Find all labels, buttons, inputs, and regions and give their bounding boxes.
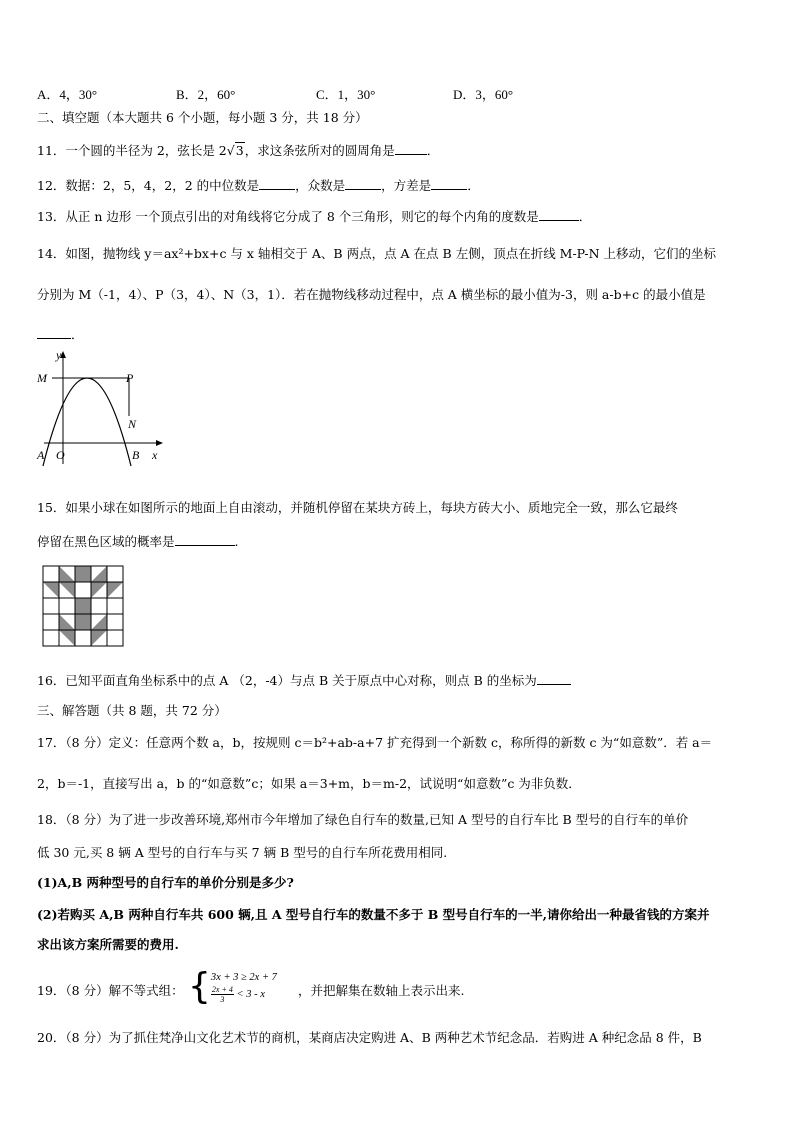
question-18-line-2: 低 30 元,买 8 辆 A 型号的自行车与买 7 辆 B 型号的自行车所花费用相同. [37,845,448,860]
q14-end: ． [71,327,84,342]
shaded-triangle [91,630,107,646]
shaded-triangle [43,582,59,598]
option-b: B．2，60° [176,87,236,102]
q12-text-c: ，方差是 [381,178,432,193]
label-x: x [152,448,158,462]
shaded-triangle [59,630,75,646]
answer-blank [259,177,295,190]
q11-text-after: ，求这条弦所对的圆周角是 [244,143,395,158]
shaded-triangle [91,614,107,630]
answer-blank [539,208,579,221]
shaded-square [75,598,91,614]
q11-radicand: 3 [235,143,244,158]
answer-blank [395,142,427,155]
polyline-mpn [52,378,129,416]
q13-end: ． [578,209,592,224]
inequality-2 [211,985,277,1004]
question-16 [37,672,571,689]
q15-text: 停留在黑色区域的概率是 [37,534,175,549]
left-brace-icon: { [188,966,211,1007]
option-d: D．3，60° [453,87,514,102]
section-heading-solutions: 三、解答题（共 8 题，共 72 分） [37,703,227,718]
option-a: A．4，30° [37,87,98,102]
q19-text-before: 19．（8 分）解不等式组： [37,983,184,998]
shaded-triangle [107,582,123,598]
label-b: B [132,448,140,462]
fraction-numerator: 2x + 4 [211,985,233,994]
inequality-2-rest: < 3 - x [236,988,265,1000]
option-c: C．1，30° [316,87,376,102]
label-y: y [56,348,62,362]
q16-text: 16．已知平面直角坐标系中的点 A （2，-4）与点 B 关于原点中心对称，则点 B 的坐标为 [37,673,537,688]
question-14-line-2: 分别为 M（-1，4）、P（3，4）、N（3，1）．若在抛物线移动过程中，点 A 横坐标的最小值为-3，则 a-b+c 的最小值是 [37,287,706,302]
label-p: P [126,371,134,385]
question-17-line-2: 2，b＝-1，直接写出 a，b 的“如意数”c；如果 a＝3+m，b＝m-2，试说明“如意数”c 为非负数． [37,776,581,791]
section-heading-fill-in: 二、填空题（本大题共 6 个小题，每小题 3 分，共 18 分） [37,110,368,125]
inequality-1: 3x + 3 ≥ 2x + 7 [210,972,277,983]
answer-blank [345,177,381,190]
label-n: N [128,417,137,431]
question-12 [37,177,480,194]
shaded-triangle [59,582,75,598]
label-m: M [37,371,47,385]
inequality-system [188,966,277,1008]
question-15-line-1: 15．如果小球在如图所示的地面上自由滚动，并随机停留在某块方砖上，每块方砖大小、质地完全一致，那么它最终 [37,500,678,515]
fraction [211,985,234,1004]
x-axis-arrow [156,440,163,446]
label-a: A [37,448,45,462]
question-18-sub-1: (1)A,B 两种型号的自行车的单价分别是多少? [37,875,294,890]
q12-text-d: ． [467,178,480,193]
shaded-triangle [59,614,75,630]
answer-blank [431,177,467,190]
question-18-line-1: 18．（8 分）为了进一步改善环境,郑州市今年增加了绿色自行车的数量,已知 A 型号的自行车比 B 型号的自行车的单价 [37,812,689,827]
question-19 [37,983,184,999]
question-19-after: ，并把解集在数轴上表示出来. [298,983,465,998]
q13-text: 13．从正 n 边形 一个顶点引出的对角线将它分成了 8 个三角形，则它的每个内角的度数是 [37,209,539,224]
question-17-line-1: 17．（8 分）定义：任意两个数 a，b，按规则 c＝b²+ab-a+7 扩充得到一个新数 c，称所得的新数 c 为“如意数”．若 a＝ [37,735,713,750]
q11-end: ． [426,143,440,158]
answer-blank [537,672,571,685]
question-13 [37,208,591,225]
fraction-denominator: 3 [220,995,225,1004]
shaded-triangle [91,566,107,582]
tile-grid-figure [42,565,126,649]
parabola-figure [34,348,169,468]
question-15-line-2 [37,533,239,550]
q11-text-before: 11．一个圆的半径为 2，弦长是 2 [37,143,227,158]
shaded-triangle [59,566,75,582]
q15-end: . [234,534,239,549]
answer-blank [175,533,235,546]
shaded-square [75,614,91,630]
question-18-sub-2b: 求出该方案所需要的费用. [37,937,179,952]
shaded-square [75,566,91,582]
label-o: O [56,448,65,462]
question-18-sub-2a: (2)若购买 A,B 两种自行车共 600 辆,且 A 型号自行车的数量不多于 B 型号自行车的一半,请你给出一种最省钱的方案并 [37,907,710,922]
question-14-line-1: 14．如图，抛物线 y＝ax²+bx+c 与 x 轴相交于 A、B 两点，点 A 在点 B 左侧，顶点在折线 M-P-N 上移动，它们的坐标 [37,246,717,261]
answer-blank [37,326,71,339]
question-20-line-1: 20．（8 分）为了抓住梵净山文化艺术节的商机，某商店决定购进 A、B 两种艺术节纪念品．若购进 A 种纪念品 8 件，B [37,1030,702,1045]
q12-text-a: 12．数据：2，5，4，2，2 的中位数是 [37,178,260,193]
q12-text-b: ，众数是 [295,178,346,193]
shaded-triangle [91,582,107,598]
sqrt-symbol: √3 [226,143,244,158]
question-14-line-3 [37,326,84,343]
question-11 [37,142,439,159]
